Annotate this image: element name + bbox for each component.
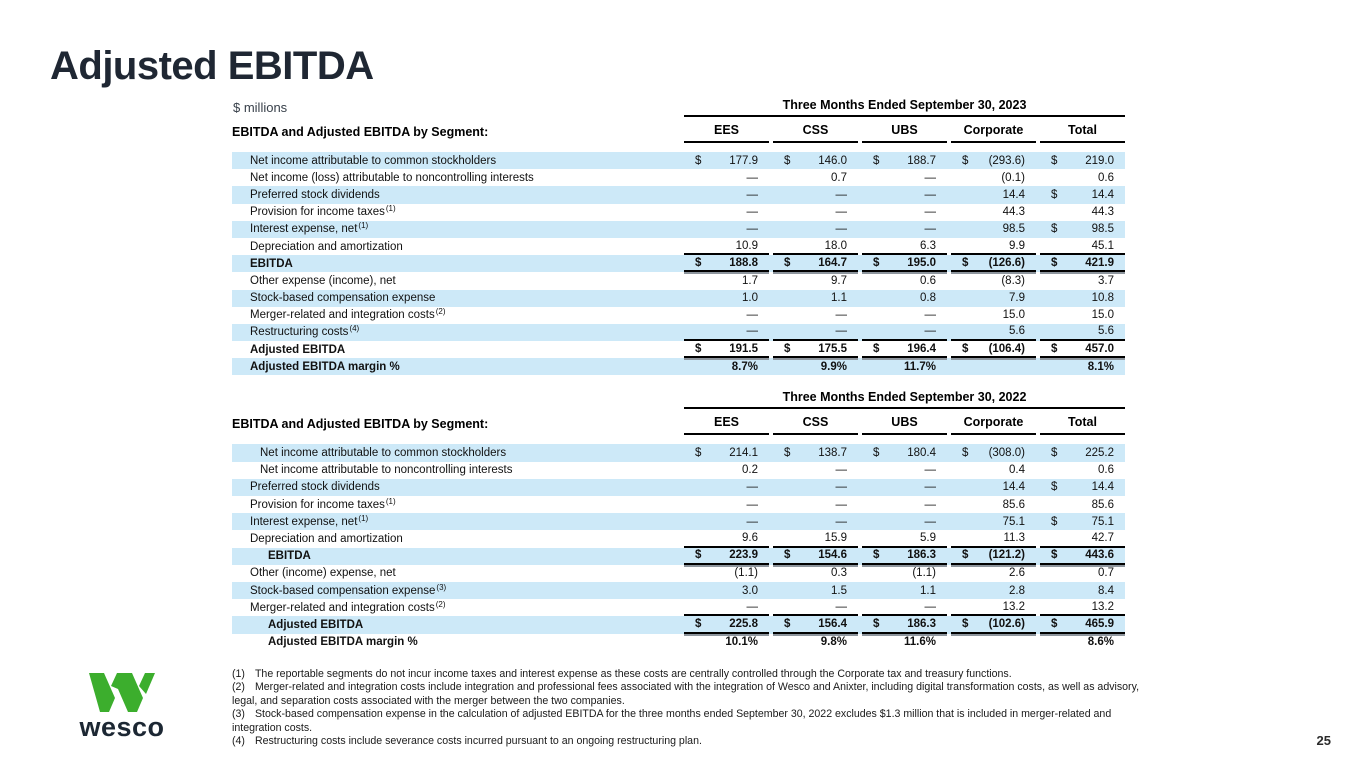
value-cell: — [835,309,847,322]
value-cell: 44.3 [1091,206,1114,219]
table-row [232,169,1125,186]
value-cell: 6.3 [862,238,947,255]
value-cell: 0.8 [920,292,936,305]
table-row [232,530,1125,547]
value-cell: $ 156.4 [773,616,858,633]
table-row [232,152,1125,169]
column-header-total: Total [1040,123,1125,143]
value-cell: 11.3 [951,530,1036,547]
value-cell: 0.6 [1098,171,1114,184]
value-cell: $ (106.4) [951,341,1036,358]
value-cell: $ 188.7 [873,154,936,167]
value-cell: $ 225.8 [684,616,769,633]
period-header-spacer [232,390,680,409]
value-cell: 13.2 [951,599,1036,616]
value-cell: $ 219.0 [1051,154,1114,167]
value-cell: $ 191.5 [684,341,769,358]
table-body-2023 [232,152,1125,375]
value-cell: (8.3) [1001,274,1025,287]
value-cell: 98.5 [1002,223,1025,236]
value-cell: 9.6 [684,530,769,547]
value-cell: 1.5 [831,584,847,597]
value-cell: — [746,188,758,201]
period-header-row [232,98,1125,117]
table-row [232,221,1125,238]
table-row [232,462,1125,479]
value-cell: $ 98.5 [1051,223,1114,236]
value-cell: — [924,309,936,322]
wesco-logo [72,672,172,743]
footnote-number: (4) [232,735,245,748]
value-cell: $ 188.8 [684,255,769,272]
table-row [232,616,1125,633]
value-cell: — [746,171,758,184]
footnote-marker: (3) [436,582,447,592]
value-cell: 10.8 [1091,292,1114,305]
row-label: EBITDA [268,550,311,563]
value-cell: $ 186.3 [862,548,947,565]
row-label: Preferred stock dividends [250,188,380,201]
value-cell: 2.8 [1009,584,1025,597]
value-cell: $ 225.2 [1051,447,1114,460]
row-label: Provision for income taxes $^{(1)}$ [250,496,396,511]
table-row [232,565,1125,582]
units-label: $ millions [233,100,288,115]
footnote-marker: (1) [358,221,369,231]
row-label: Merger-related and integration costs $^{(2)}$ [250,307,446,322]
table-row [232,204,1125,221]
footnote-text: The reportable segments do not incur income taxes and interest expense as these costs are centrally controlled through the Corporate tax and treasury functions. [254,667,1012,680]
value-cell: $ 146.0 [784,154,847,167]
row-label: EBITDA [250,257,293,270]
value-cell: $ 195.0 [862,255,947,272]
row-label: Stock-based compensation expense $^{(3)}$ [250,582,447,597]
value-cell: 8.7% [731,360,758,373]
value-cell: 0.6 [1098,464,1114,477]
value-cell: — [835,206,847,219]
value-cell: 3.7 [1098,274,1114,287]
value-cell: $ (102.6) [951,616,1036,633]
wesco-logo-text: wesco [79,712,165,742]
column-header-ubs: UBS [862,415,947,435]
value-cell: 75.1 [1002,515,1025,528]
value-cell [951,358,1036,375]
column-header-corporate: Corporate [951,415,1036,435]
table-row [232,341,1125,358]
value-cell: 7.9 [1009,292,1025,305]
value-cell: 9.9 [951,238,1036,255]
value-cell: $ 223.9 [684,548,769,565]
column-header-ees: EES [684,123,769,143]
section-label: EBITDA and Adjusted EBITDA by Segment: [232,125,489,139]
table-row [232,444,1125,461]
footnote [232,735,1150,749]
row-label: Adjusted EBITDA margin % [268,636,418,649]
value-cell: (1.1) [734,567,758,580]
footnote-marker: (1) [385,496,396,506]
value-cell: $ (126.6) [951,255,1036,272]
value-cell: 42.7 [1040,530,1125,547]
value-cell: — [684,324,769,341]
footnote-marker: (1) [385,204,396,214]
row-label: Adjusted EBITDA [268,618,364,631]
value-cell: — [746,515,758,528]
value-cell: 1.7 [742,274,758,287]
footnote-number: (2) [232,681,245,694]
section-label: EBITDA and Adjusted EBITDA by Segment: [232,417,489,432]
row-label: Depreciation and amortization [250,240,403,253]
value-cell: — [835,223,847,236]
value-cell: 8.6% [1087,636,1114,649]
row-label: Merger-related and integration costs $^{(2)}$ [250,599,446,614]
row-label: Net income attributable to common stockholders [250,154,497,167]
table-q3-2022 [232,390,1125,650]
value-cell: $ 186.3 [862,616,947,633]
value-cell: $ (293.6) [962,154,1025,167]
table-row [232,186,1125,203]
footnote [232,681,1150,708]
period-header-2023: Three Months Ended September 30, 2023 [684,98,1125,117]
footnote [232,668,1150,682]
value-cell: 11.6% [904,636,936,649]
table-row [232,599,1125,616]
value-cell: $ (308.0) [962,447,1025,460]
value-cell: $ 14.4 [1051,188,1114,201]
value-cell: 8.1% [1087,360,1114,373]
value-cell: 0.7 [1098,567,1114,580]
value-cell: — [862,599,947,616]
row-label: Other (income) expense, net [250,567,396,580]
value-cell: — [835,515,847,528]
value-cell: 15.9 [773,530,858,547]
column-header-row [232,415,1125,435]
column-header-corporate: Corporate [951,123,1036,143]
value-cell: 13.2 [1040,599,1125,616]
table-row [232,496,1125,513]
page-title: Adjusted EBITDA [50,44,374,88]
value-cell: — [684,599,769,616]
value-cell: — [924,515,936,528]
value-cell: 5.9 [862,530,947,547]
value-cell: 0.4 [1009,464,1025,477]
value-cell: 10.1% [725,636,758,649]
value-cell: $ 138.7 [784,447,847,460]
table-row [232,290,1125,307]
column-header-css: CSS [773,415,858,435]
period-header-row [232,390,1125,409]
table-row [232,634,1125,651]
value-cell: 8.4 [1098,584,1114,597]
table-row [232,238,1125,255]
row-label: Preferred stock dividends [250,481,380,494]
value-cell: $ 457.0 [1040,341,1125,358]
value-cell: $ 154.6 [773,548,858,565]
value-cell: $ 164.7 [773,255,858,272]
value-cell: 10.9 [684,238,769,255]
value-cell: $ 465.9 [1040,616,1125,633]
value-cell: 2.6 [1009,567,1025,580]
value-cell: 15.0 [1002,309,1025,322]
value-cell: 14.4 [1002,188,1025,201]
table-row [232,255,1125,272]
column-header-total: Total [1040,415,1125,435]
table-row [232,479,1125,496]
row-label: Stock-based compensation expense [250,292,436,305]
period-header-2022: Three Months Ended September 30, 2022 [684,390,1125,409]
value-cell: 85.6 [1002,498,1025,511]
value-cell: 18.0 [773,238,858,255]
value-cell: $ 443.6 [1040,548,1125,565]
table-body-2022 [232,444,1125,650]
footnote-text: Stock-based compensation expense in the calculation of adjusted EBITDA for the three months ended September 30, 2022 excludes $1.3 million that is included in merger-related and integration costs. [232,708,1112,734]
value-cell: 15.0 [1091,309,1114,322]
table-row [232,358,1125,375]
value-cell: — [746,223,758,236]
value-cell: — [746,309,758,322]
table-row [232,513,1125,530]
value-cell: 9.9% [820,360,847,373]
value-cell: — [924,481,936,494]
row-label: Other expense (income), net [250,274,396,287]
footnote-marker: (2) [435,307,446,317]
value-cell: — [835,188,847,201]
footnote-text: Restructuring costs include severance costs incurred pursuant to an ongoing restructuring plan. [254,735,702,748]
value-cell [951,634,1036,651]
value-cell: — [924,206,936,219]
value-cell: 14.4 [1002,481,1025,494]
value-cell: 0.3 [831,567,847,580]
value-cell: 1.0 [742,292,758,305]
value-cell: — [924,188,936,201]
value-cell: — [835,481,847,494]
value-cell: 85.6 [1091,498,1114,511]
row-label: Restructuring costs $^{(4)}$ [250,324,360,339]
value-cell: (0.1) [1001,171,1025,184]
row-label: Interest expense, net $^{(1)}$ [250,221,369,236]
value-cell: — [773,324,858,341]
column-header-ees: EES [684,415,769,435]
table-q3-2023 [232,98,1125,375]
footnote-text: Merger-related and integration costs include integration and professional fees associated with the integration of Wesco and Anixter, including digital transformation costs, as well as advisory, legal, and separation costs associated with the merger between the two companies. [232,681,1140,707]
value-cell: — [773,599,858,616]
column-header-css: CSS [773,123,858,143]
value-cell: (1.1) [912,567,936,580]
row-label: Depreciation and amortization [250,532,403,545]
value-cell: 1.1 [920,584,936,597]
value-cell: 9.8% [820,636,847,649]
row-label: Net income (loss) attributable to noncontrolling interests [250,171,534,184]
value-cell: $ 421.9 [1040,255,1125,272]
row-label: Provision for income taxes $^{(1)}$ [250,204,396,219]
value-cell: 0.7 [831,171,847,184]
value-cell: $ 196.4 [862,341,947,358]
table-row [232,582,1125,599]
row-label: Net income attributable to common stockholders [260,447,507,460]
footnote-marker: (2) [435,599,446,609]
table-row [232,324,1125,341]
value-cell: — [924,464,936,477]
value-cell: — [924,171,936,184]
value-cell: 45.1 [1040,238,1125,255]
footnote-marker: (1) [358,513,369,523]
row-label: Adjusted EBITDA [250,343,346,356]
value-cell: — [746,206,758,219]
value-cell: 3.0 [742,584,758,597]
value-cell: 0.6 [920,274,936,287]
value-cell: $ 214.1 [695,447,758,460]
footnote-number: (1) [232,667,245,680]
value-cell: — [835,498,847,511]
table-row [232,307,1125,324]
table-row [232,272,1125,289]
value-cell: — [862,324,947,341]
row-label: Net income attributable to noncontrolling interests [260,464,513,477]
value-cell: — [746,498,758,511]
value-cell: $ (121.2) [951,548,1036,565]
wesco-w-icon [85,672,159,714]
footnote-number: (3) [232,708,245,721]
page-number: 25 [1316,733,1331,748]
row-label: Interest expense, net $^{(1)}$ [250,513,369,528]
value-cell: — [924,498,936,511]
value-cell: $ 177.9 [695,154,758,167]
value-cell: $ 175.5 [773,341,858,358]
value-cell: — [746,481,758,494]
footnotes [232,668,1150,749]
value-cell: 11.7% [904,360,936,373]
value-cell: $ 75.1 [1051,515,1114,528]
value-cell: $ 14.4 [1051,481,1114,494]
value-cell: 5.6 [1040,324,1125,341]
period-header-spacer [232,98,680,117]
table-row [232,548,1125,565]
value-cell: 9.7 [831,274,847,287]
value-cell: 5.6 [951,324,1036,341]
value-cell: 44.3 [1002,206,1025,219]
value-cell: — [835,464,847,477]
footnote-marker: (4) [349,324,360,334]
value-cell: $ 180.4 [873,447,936,460]
content [232,98,1140,749]
value-cell: 1.1 [831,292,847,305]
row-label: Adjusted EBITDA margin % [250,360,400,373]
value-cell: 0.2 [742,464,758,477]
footnote [232,708,1150,735]
column-header-ubs: UBS [862,123,947,143]
column-header-row [232,123,1125,143]
value-cell: — [924,223,936,236]
